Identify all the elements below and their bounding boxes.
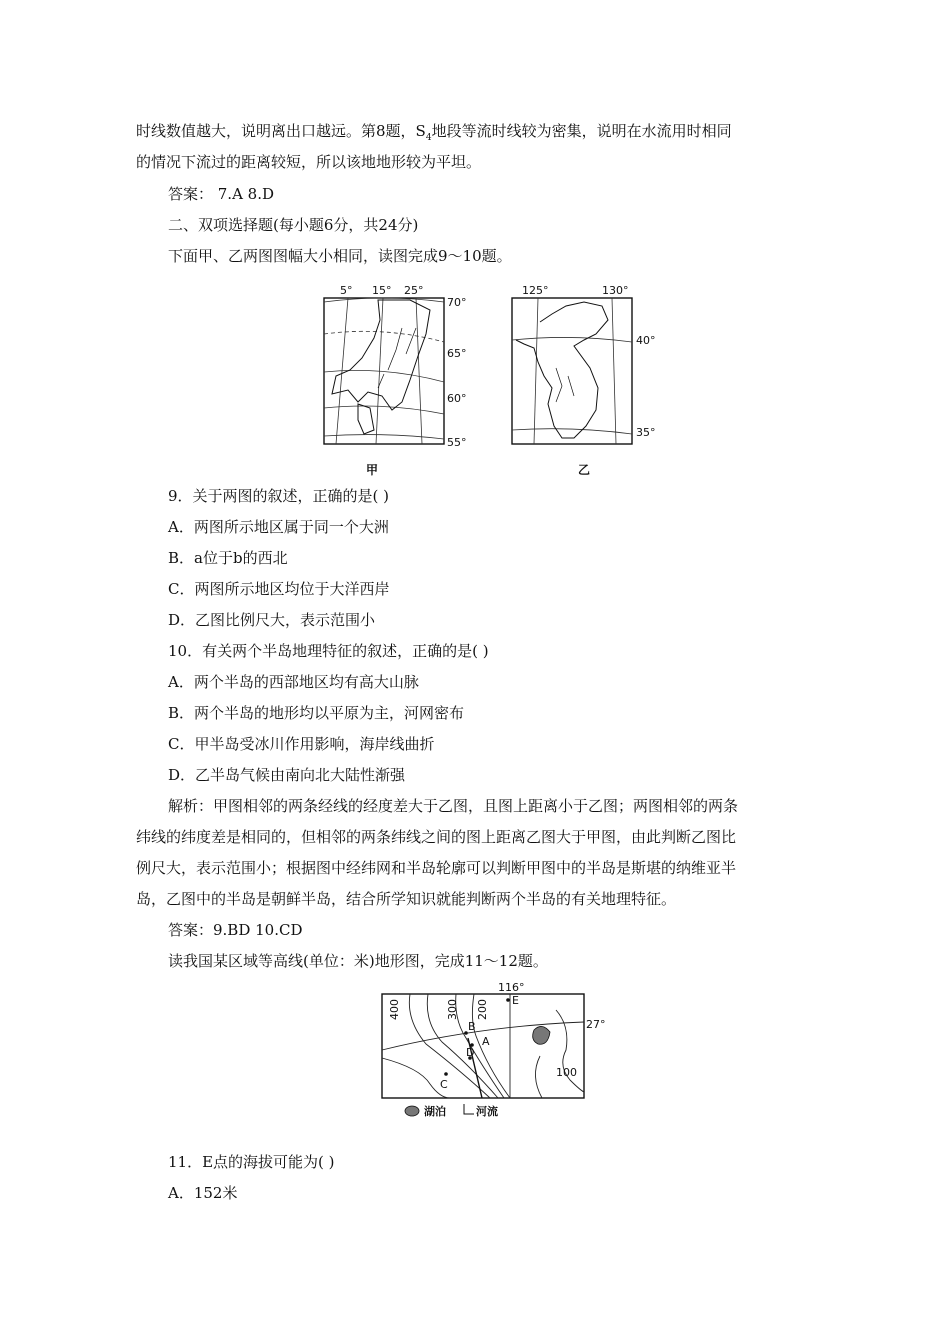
lon-label: 5° [340, 284, 353, 297]
lon-label: 130° [602, 284, 629, 297]
option: C．甲半岛受冰川作用影响，海岸线曲折 [168, 735, 435, 753]
map-caption: 甲 [366, 463, 379, 477]
lat-label: 65° [447, 347, 467, 360]
point-label: D [466, 1046, 475, 1059]
point-label: B [468, 1020, 476, 1033]
lat-label: 40° [636, 334, 656, 347]
text-line: 时线数值越大，说明离出口越远。第8题，$S_4$地段等流时线较为密集，说明在水流用时相同 [136, 122, 732, 143]
explanation: 纬线的纬度差是相同的，但相邻的两条纬线之间的图上距离乙图大于甲图，由此判断乙图比 [136, 828, 737, 846]
lat-label: 55° [447, 436, 467, 449]
contour-map [370, 980, 620, 1122]
explanation: 解析：甲图相邻的两条经线的经度差大于乙图，且图上距离小于乙图；两图相邻的两条 [168, 797, 739, 815]
map-jia [318, 284, 478, 459]
lat-label: 35° [636, 426, 656, 439]
lon-label: 125° [522, 284, 549, 297]
legend-river: 河流 [476, 1105, 498, 1118]
contour-label: 100 [556, 1066, 577, 1079]
map-yi [504, 284, 664, 459]
answer-line: 答案： 7.A 8.D [168, 185, 275, 203]
option: B．a位于b的西北 [168, 549, 288, 567]
lat-label: 70° [447, 296, 467, 309]
option: A．两个半岛的西部地区均有高大山脉 [168, 673, 419, 691]
text-line: 的情况下流过的距离较短，所以该地地形较为平坦。 [136, 153, 482, 171]
option: D．乙图比例尺大，表示范围小 [168, 611, 376, 629]
map-caption: 乙 [578, 463, 591, 477]
point-label: E [512, 994, 519, 1007]
question-10: 10．有关两个半岛地理特征的叙述，正确的是( ) [168, 642, 489, 660]
lon-label: 25° [404, 284, 424, 297]
option: A．两图所示地区属于同一个大洲 [168, 518, 389, 536]
question-9: 9．关于两图的叙述，正确的是( ) [168, 487, 390, 505]
lat-label: 27° [586, 1018, 606, 1031]
lon-label: 116° [498, 981, 525, 994]
point-label: C [440, 1078, 448, 1091]
lat-label: 60° [447, 392, 467, 405]
question-intro: 下面甲、乙两图图幅大小相同，读图完成9～10题。 [168, 247, 512, 265]
contour-label: 400 [388, 999, 401, 1020]
legend-lake: 湖泊 [424, 1105, 446, 1118]
option: B．两个半岛的地形均以平原为主，河网密布 [168, 704, 465, 722]
option: C．两图所示地区均位于大洋西岸 [168, 580, 390, 598]
question-11: 11．E点的海拔可能为( ) [168, 1153, 335, 1171]
lon-label: 15° [372, 284, 392, 297]
question-intro: 读我国某区域等高线(单位：米)地形图，完成11～12题。 [168, 952, 548, 970]
option: D．乙半岛气候由南向北大陆性渐强 [168, 766, 406, 784]
point-label: A [482, 1035, 490, 1048]
explanation: 例尺大，表示范围小；根据图中经纬网和半岛轮廓可以判断甲图中的半岛是斯堪的纳维亚半 [136, 859, 737, 877]
explanation: 岛，乙图中的半岛是朝鲜半岛，结合所学知识就能判断两个半岛的有关地理特征。 [136, 890, 677, 908]
contour-label: 200 [476, 999, 489, 1020]
answer-line: 答案：9.BD 10.CD [168, 921, 303, 939]
option: A．152米 [168, 1184, 238, 1202]
section-heading: 二、双项选择题(每小题6分，共24分) [168, 216, 419, 234]
contour-label: 300 [446, 999, 459, 1020]
